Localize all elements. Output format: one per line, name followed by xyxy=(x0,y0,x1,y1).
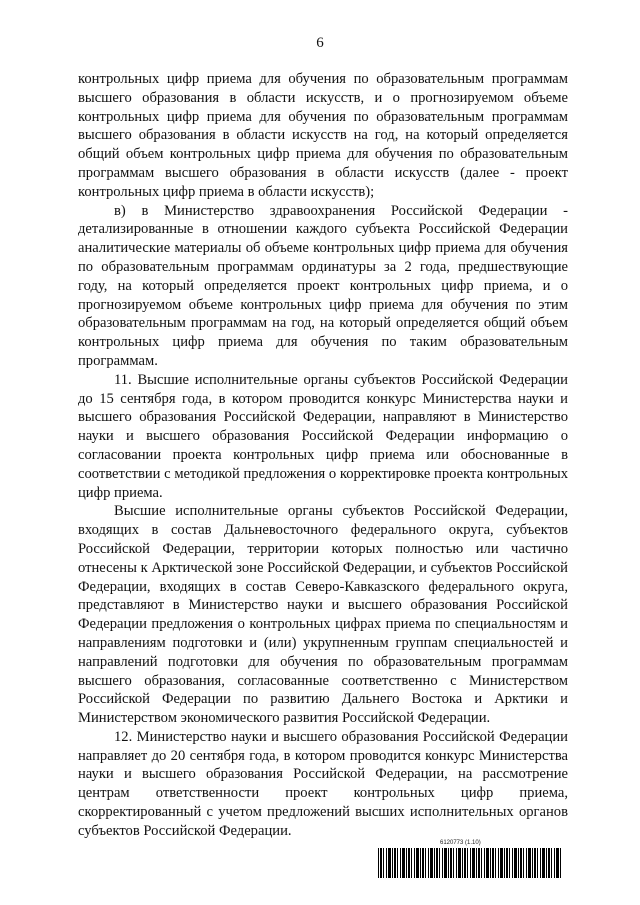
paragraph-2: в) в Министерство здравоохранения Российской Федерации - детализированные в отношении каждого субъекта Российской Федерации аналитические материалы об объеме контрольных цифр приема для обучения по образовательным программам ординатуры за 2 года, предшествующие году, на который определяется проект контрольных цифр приема, и о прогнозируемом объеме контрольных цифр приема для обучения по этим образовательным программам на год, на который определяется общий объем контрольных цифр приема для обучения по таким образовательным программам. xyxy=(78,202,568,369)
paragraph-3: 11. Высшие исполнительные органы субъектов Российской Федерации до 15 сентября года, в котором проводится конкурс Министерства науки и высшего образования Российской Федерации, направляют в Министерство науки и высшего образования Российской Федерации информацию о согласовании проекта контрольных цифр приема или обоснованные в соответствии с методикой предложения о корректировке проекта контрольных цифр приема. xyxy=(78,371,568,501)
paragraph-1: контрольных цифр приема для обучения по образовательным программам высшего образования в области искусств, и о прогнозируемом объеме контрольных цифр приема для обучения по образовательным программам высшего образования в области искусств на год, на который определяется общий объем контрольных цифр приема для обучения по образовательным программам высшего образования в области искусств (далее - проект контрольных цифр приема в области искусств); xyxy=(78,71,568,200)
paragraph-5: 12. Министерство науки и высшего образования Российской Федерации направляет до 20 сентября года, в котором проводится конкурс Министерства науки и высшего образования Российской Федерации, на рассмотрение центрам ответственности проект контрольных цифр приема, скорректированный с учетом предложений высших исполнительных органов субъектов Российской Федерации. xyxy=(78,728,568,839)
barcode-image xyxy=(378,848,562,878)
document-footer xyxy=(378,840,562,878)
page-number: 6 xyxy=(316,35,324,51)
document-code: 6120773 (1.10) xyxy=(440,840,481,846)
document-body xyxy=(78,70,568,841)
paragraph-4: Высшие исполнительные органы субъектов Российской Федерации, входящих в состав Дальневосточного федерального округа, субъектов Российской Федерации, территории которых полностью или частично отнесены к Арктической зоне Российской Федерации, и субъектов Российской Федерации, входящих в состав Северо-Кавказского федерального округа, представляют в Министерство науки и высшего образования Российской Федерации предложения о контрольных цифрах приема по специальностям и направлениям подготовки и (или) укрупненным группам специальностей и направлений подготовки для обучения по образовательным программам высшего образования, согласованные соответственно с Министерством Российской Федерации по развитию Дальнего Востока и Арктики и Министерством экономического развития Российской Федерации. xyxy=(78,503,568,727)
